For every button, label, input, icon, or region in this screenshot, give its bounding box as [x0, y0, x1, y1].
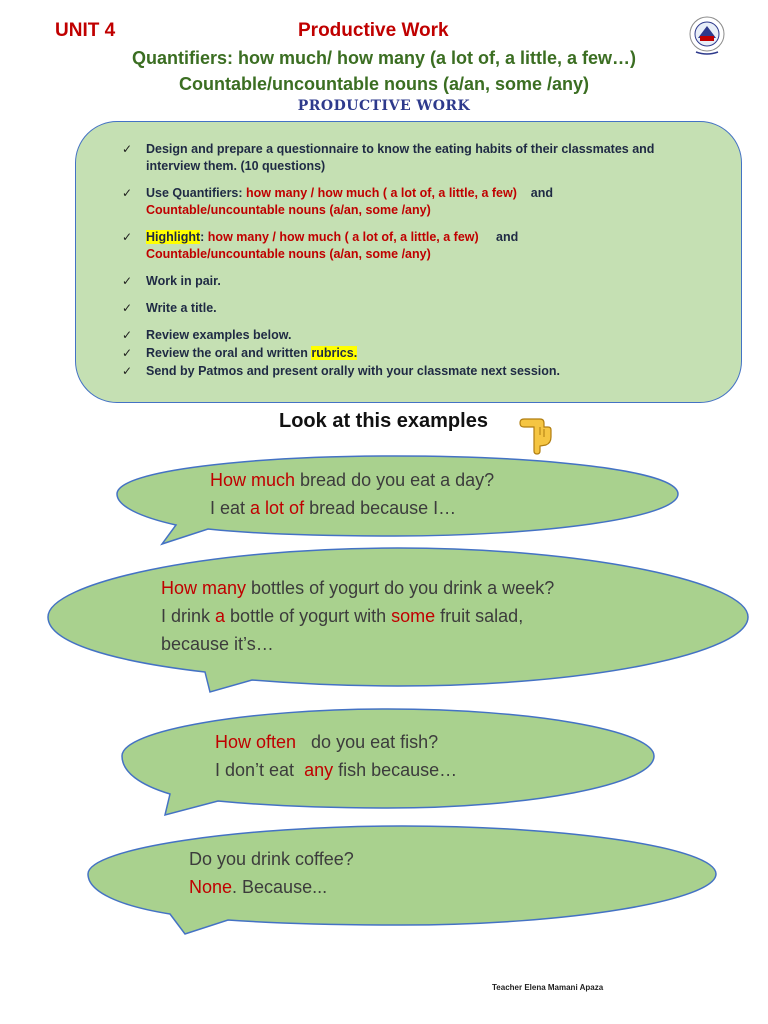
checkmark-icon: ✓ [122, 274, 133, 288]
unit-label: UNIT 4 [55, 20, 116, 41]
instruction-item: ✓ Highlight: how many / how much ( a lot of, a little, a few) and Countable/uncountable nouns (a/an, some /any) [122, 230, 519, 261]
checkmark-icon: ✓ [122, 142, 133, 156]
instruction-item: ✓ Use Quantifiers: how many / how much ( a lot of, a little, a few) and Countable/uncountable nouns (a/an, some /any) [122, 186, 554, 217]
subtitle-nouns: Countable/uncountable nouns (a/an, some /any) [178, 74, 590, 94]
instruction-item: ✓ Design and prepare a questionnaire to know the eating habits of their classmates and interview them. (10 questions) [122, 142, 655, 173]
section-heading: PRODUCTIVE WORK [297, 98, 471, 114]
examples-heading: Look at this examples [279, 410, 488, 432]
checkmark-icon: ✓ [122, 186, 133, 200]
example-1-text: How much bread do you eat a day? I eat a lot of bread because I… [210, 470, 495, 518]
instruction-item: ✓ Send by Patmos and present orally with your classmate next session. [122, 364, 561, 378]
page-title: Productive Work [298, 20, 449, 41]
instruction-item: ✓ Review the oral and written rubrics. [122, 346, 358, 360]
instruction-item: ✓ Work in pair. [122, 274, 221, 288]
checkmark-icon: ✓ [122, 301, 133, 315]
subtitle-quantifiers: Quantifiers: how much/ how many (a lot of, a little, a few…) [131, 48, 637, 68]
instruction-item: ✓ Review examples below. [122, 328, 292, 342]
footer-author: Teacher Elena Mamani Apaza [492, 983, 604, 992]
example-3-text: How often do you eat fish? I don’t eat any fish because… [215, 732, 458, 780]
instruction-item: ✓ Write a title. [122, 301, 217, 315]
example-4-text: Do you drink coffee? None. Because... [189, 849, 354, 897]
checkmark-icon: ✓ [122, 364, 133, 378]
checkmark-icon: ✓ [122, 346, 133, 360]
speech-bubble-4 [88, 826, 716, 934]
checkmark-icon: ✓ [122, 230, 133, 244]
checkmark-icon: ✓ [122, 328, 133, 342]
example-2-text: How many bottles of yogurt do you drink a week? I drink a bottle of yogurt with some fruit salad, because it’s… [161, 578, 555, 654]
